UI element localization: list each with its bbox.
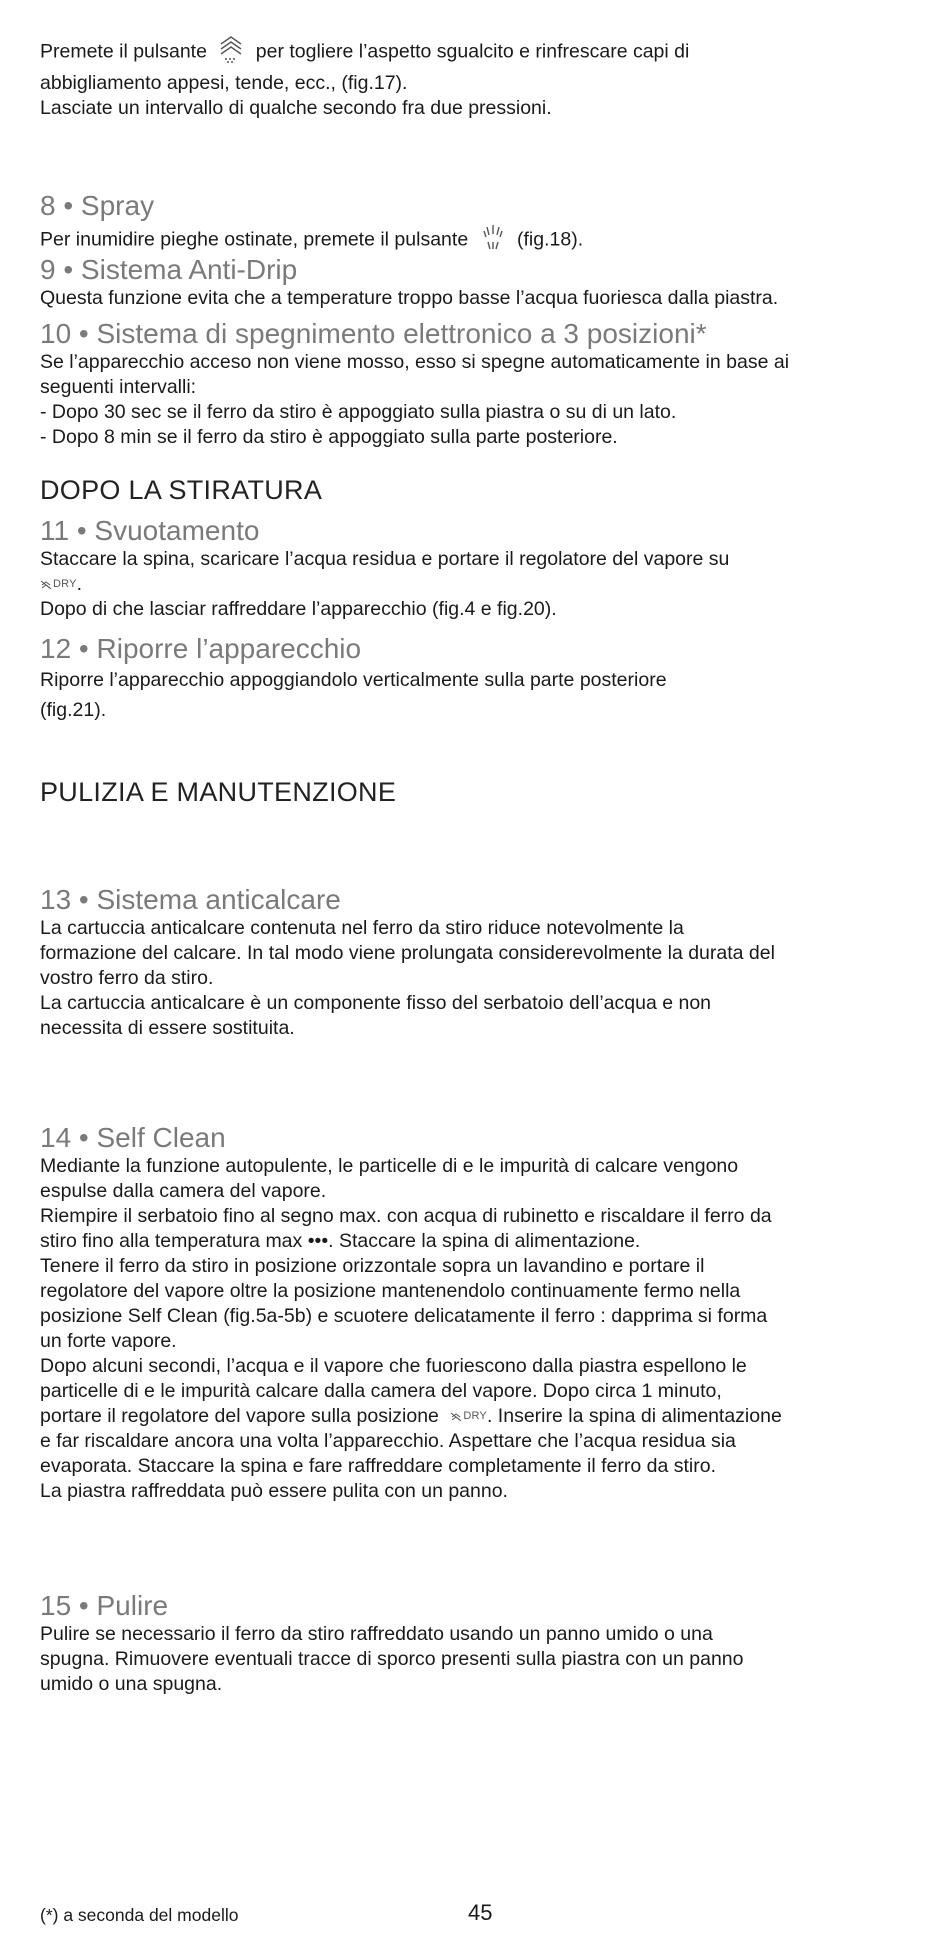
- section-text-2: (fig.21).: [40, 699, 107, 721]
- cleaning-heading-block: [40, 776, 920, 808]
- section-text-3: vostro ferro da stiro.: [40, 967, 214, 989]
- section-text-2: spugna. Rimuovere eventuali tracce di sporco presenti sulla piastra con un panno: [40, 1648, 744, 1670]
- section-title: 14 • Self Clean: [40, 1122, 226, 1153]
- dry-symbol-icon: DRY: [40, 572, 77, 597]
- section-text-5: Tenere il ferro da stiro in posizione orizzontale sopra un lavandino e portare il: [40, 1255, 705, 1277]
- section-text-12: e far riscaldare ancora una volta l’apparecchio. Aspettare che l’acqua residua sia: [40, 1430, 736, 1453]
- section-text-5: necessita di essere sostituita.: [40, 1017, 295, 1039]
- section-text-7: posizione Self Clean (fig.5a-5b) e scuotere delicatamente il ferro : dapprima si forma: [40, 1305, 768, 1327]
- section-text-4: stiro fino alla temperatura max •••. Staccare la spina di alimentazione.: [40, 1230, 641, 1252]
- section-text-4: La cartuccia anticalcare è un componente fisso del serbatoio dell’acqua e non: [40, 992, 712, 1014]
- section-title: 12 • Riporre l’apparecchio: [40, 633, 362, 664]
- footnote: (*) a seconda del modello: [40, 1905, 239, 1925]
- section-title: 10 • Sistema di spegnimento elettronico a 3 posizioni*: [40, 318, 707, 349]
- after-ironing-heading: DOPO LA STIRATURA: [40, 475, 323, 505]
- section-title: 9 • Sistema Anti-Drip: [40, 254, 298, 285]
- section-title: 8 • Spray: [40, 190, 155, 221]
- section-12-storage: [40, 633, 920, 725]
- cleaning-heading: PULIZIA E MANUTENZIONE: [40, 777, 397, 807]
- section-text-2: seguenti intervalli:: [40, 376, 197, 398]
- spray-text: Per inumidire pieghe ostinate, premete il pulsante (fig.18).: [40, 222, 920, 259]
- section-11-emptying: [40, 515, 920, 622]
- section-text-1: Pulire se necessario il ferro da stiro raffreddato usando un panno umido o una: [40, 1623, 713, 1645]
- section-text-9: Dopo alcuni secondi, l’acqua e il vapore che fuoriescono dalla piastra espellono le: [40, 1355, 747, 1377]
- page-number: 45: [468, 1900, 493, 1925]
- section-text-14: La piastra raffreddata può essere pulita con un panno.: [40, 1480, 508, 1503]
- section-text-6: regolatore del vapore oltre la posizione mantenendolo continuamente fermo nella: [40, 1280, 741, 1302]
- section-text-3: Dopo di che lasciar raffreddare l’apparecchio (fig.4 e fig.20).: [40, 598, 557, 621]
- intro-paragraph: [40, 34, 920, 121]
- section-10-auto-off: [40, 318, 920, 450]
- section-text-8: un forte vapore.: [40, 1330, 177, 1352]
- section-text-1: Se l’apparecchio acceso non viene mosso, esso si spegne automaticamente in base ai: [40, 351, 790, 373]
- after-ironing-heading-block: [40, 474, 920, 506]
- section-text-1: Staccare la spina, scaricare l’acqua residua e portare il regolatore del vapore su: [40, 548, 730, 570]
- section-text-10: particelle di e le impurità calcare dalla camera del vapore. Dopo circa 1 minuto,: [40, 1380, 722, 1402]
- section-8-spray: [40, 190, 920, 259]
- section-9-anti-drip: [40, 254, 920, 311]
- section-text-2: espulse dalla camera del vapore.: [40, 1180, 327, 1202]
- section-13-anti-scale: [40, 884, 920, 1041]
- dry-symbol-icon: DRY: [450, 1404, 487, 1429]
- section-text-13: evaporata. Staccare la spina e fare raffreddare completamente il ferro da stiro.: [40, 1455, 716, 1478]
- section-text-3: umido o una spugna.: [40, 1673, 223, 1695]
- section-14-self-clean: [40, 1122, 920, 1504]
- section-text-2: formazione del calcare. In tal modo viene prolungata considerevolmente la durata del: [40, 942, 775, 964]
- intro-line-1: Premete il pulsante per togliere l’aspetto sgualcito e rinfrescare capi di: [40, 34, 920, 71]
- dry-line: DRY .: [40, 572, 920, 597]
- section-text-4: - Dopo 8 min se il ferro da stiro è appoggiato sulla parte posteriore.: [40, 426, 618, 448]
- section-text-3: Riempire il serbatoio fino al segno max. con acqua di rubinetto e riscaldare il ferro da: [40, 1205, 772, 1227]
- section-text-1: Riporre l’apparecchio appoggiandolo verticalmente sulla parte posteriore: [40, 669, 667, 691]
- section-title: 13 • Sistema anticalcare: [40, 884, 341, 915]
- section-title: 11 • Svuotamento: [40, 515, 260, 546]
- section-text-11: portare il regolatore del vapore sulla posizione DRY . Inserire la spina di alimentazione: [40, 1404, 920, 1429]
- intro-line-2: abbigliamento appesi, tende, ecc., (fig.17).: [40, 72, 408, 94]
- section-text-3: - Dopo 30 sec se il ferro da stiro è appoggiato sulla piastra o su di un lato.: [40, 401, 677, 423]
- section-text: Questa funzione evita che a temperature troppo basse l’acqua fuoriesca dalla piastra.: [40, 287, 779, 309]
- section-text-1: La cartuccia anticalcare contenuta nel ferro da stiro riduce notevolmente la: [40, 917, 684, 939]
- vertical-steam-icon: [218, 34, 244, 71]
- section-title: 15 • Pulire: [40, 1590, 169, 1621]
- section-text-1: Mediante la funzione autopulente, le particelle di e le impurità di calcare vengono: [40, 1155, 739, 1177]
- section-15-cleaning: [40, 1590, 920, 1697]
- intro-line-3: Lasciate un intervallo di qualche secondo fra due pressioni.: [40, 97, 552, 119]
